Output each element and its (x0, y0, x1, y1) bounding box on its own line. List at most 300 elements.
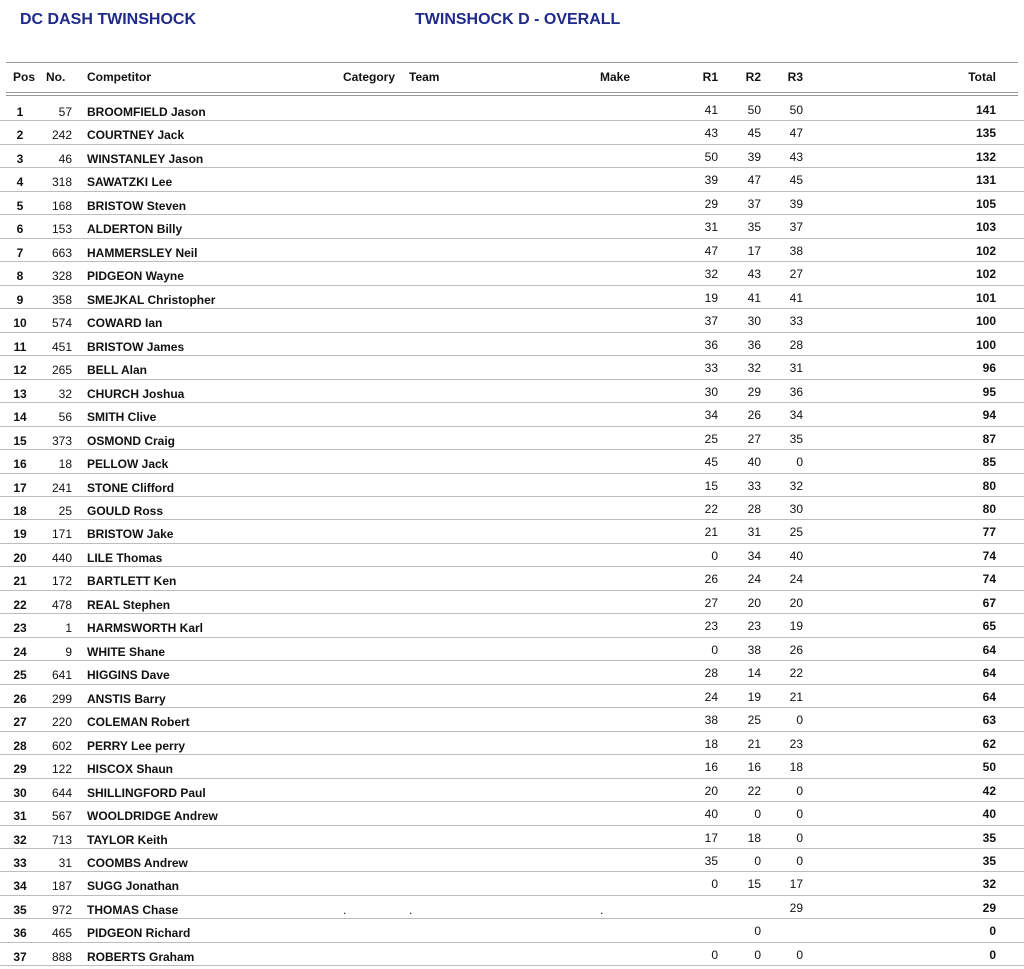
table-row (0, 520, 1024, 543)
table-row (0, 145, 1024, 168)
competitor-name-cell: SMITH Clive (87, 410, 157, 425)
total-score-cell: 102 (975, 243, 996, 258)
total-score-cell: 100 (975, 314, 996, 329)
round2-score-cell: 0 (754, 807, 761, 822)
round2-score-cell: 0 (754, 854, 761, 868)
round3-score-cell: 0 (796, 947, 803, 962)
table-row (0, 286, 1024, 309)
position-cell: 19 (13, 527, 27, 542)
rider-number-cell: 644 (51, 785, 72, 800)
competitor-name-cell: COURTNEY Jack (87, 128, 185, 143)
rider-number-cell: 171 (51, 527, 72, 542)
round1-score-cell: 43 (704, 126, 718, 141)
total-score-cell: 64 (982, 642, 996, 657)
round2-score-cell: 20 (747, 595, 761, 610)
table-row (0, 779, 1024, 802)
round1-score-cell: 47 (704, 243, 718, 258)
header-r1: R1 (702, 70, 718, 84)
total-score-cell: 50 (982, 760, 996, 775)
competitor-name-cell: BRISTOW Jake (87, 527, 174, 542)
table-row (0, 732, 1024, 755)
top-divider (6, 62, 1018, 63)
table-row (0, 614, 1024, 637)
competitor-name-cell: WOOLDRIDGE Andrew (87, 809, 218, 824)
table-row (0, 215, 1024, 238)
table-row (0, 427, 1024, 450)
total-score-cell: 32 (982, 877, 996, 892)
total-score-cell: 103 (975, 220, 996, 235)
competitor-name-cell: PIDGEON Wayne (87, 269, 184, 284)
round2-score-cell: 37 (747, 196, 761, 211)
competitor-name-cell: TAYLOR Keith (87, 832, 168, 847)
table-row (0, 685, 1024, 708)
round2-score-cell: 19 (747, 689, 761, 704)
round3-score-cell: 50 (789, 103, 803, 117)
position-cell: 21 (13, 574, 27, 589)
round2-score-cell: 27 (747, 431, 761, 446)
rider-number-cell: 465 (51, 926, 72, 941)
round2-score-cell: 18 (747, 830, 761, 845)
table-row (0, 919, 1024, 942)
position-cell: 25 (13, 668, 27, 683)
category-cell: . (343, 902, 347, 917)
position-cell: 27 (13, 715, 27, 730)
rider-number-cell: 373 (51, 433, 72, 448)
position-cell: 11 (13, 339, 27, 354)
total-score-cell: 132 (975, 149, 996, 164)
position-cell: 22 (13, 597, 27, 612)
table-header (0, 70, 1024, 88)
rider-number-cell: 25 (58, 503, 72, 518)
competitor-name-cell: BROOMFIELD Jason (87, 105, 206, 119)
round3-score-cell: 37 (789, 220, 803, 235)
position-cell: 20 (13, 550, 27, 565)
competitor-name-cell: HISCOX Shaun (87, 762, 174, 777)
rider-number-cell: 318 (51, 175, 72, 190)
rider-number-cell: 46 (58, 151, 72, 166)
rider-number-cell: 713 (51, 832, 72, 847)
rider-number-cell: 31 (58, 856, 72, 870)
position-cell: 1 (16, 105, 24, 119)
total-score-cell: 101 (975, 290, 996, 305)
round3-score-cell: 29 (789, 900, 803, 915)
header-competitor: Competitor (87, 70, 151, 84)
round2-score-cell: 24 (747, 572, 761, 587)
total-score-cell: 85 (982, 455, 996, 470)
round1-score-cell: 17 (704, 830, 718, 845)
table-row (0, 849, 1024, 872)
table-row (0, 802, 1024, 825)
position-cell: 28 (13, 738, 27, 753)
round3-score-cell: 26 (789, 642, 803, 657)
table-row (0, 333, 1024, 356)
class-title: TWINSHOCK D - OVERALL (415, 11, 621, 28)
total-score-cell: 94 (982, 408, 996, 423)
table-row (0, 380, 1024, 403)
position-cell: 7 (16, 245, 24, 260)
round1-score-cell: 24 (704, 689, 718, 704)
position-cell: 24 (13, 644, 27, 659)
round3-score-cell: 20 (789, 595, 803, 610)
round1-score-cell: 0 (711, 947, 718, 962)
round2-score-cell: 36 (747, 337, 761, 352)
competitor-name-cell: PELLOW Jack (87, 457, 169, 472)
round1-score-cell: 28 (704, 666, 718, 681)
round1-score-cell: 27 (704, 595, 718, 610)
position-cell: 12 (13, 363, 27, 378)
table-row (0, 98, 1024, 121)
position-cell: 4 (16, 175, 24, 190)
total-score-cell: 0 (989, 947, 996, 962)
rider-number-cell: 574 (51, 316, 72, 331)
table-row (0, 544, 1024, 567)
table-row (0, 755, 1024, 778)
table-row (0, 708, 1024, 731)
position-cell: 33 (13, 856, 27, 870)
rider-number-cell: 187 (51, 879, 72, 894)
table-row (0, 403, 1024, 426)
header-r3: R3 (787, 70, 803, 84)
total-score-cell: 35 (982, 854, 996, 868)
round2-score-cell: 39 (747, 149, 761, 164)
round3-score-cell: 0 (796, 713, 803, 728)
round3-score-cell: 17 (789, 877, 803, 892)
competitor-name-cell: HARMSWORTH Karl (87, 621, 203, 636)
round2-score-cell: 23 (747, 619, 761, 634)
total-score-cell: 141 (975, 103, 996, 117)
competitor-name-cell: HIGGINS Dave (87, 668, 170, 683)
round1-score-cell: 26 (704, 572, 718, 587)
round1-score-cell: 36 (704, 337, 718, 352)
rider-number-cell: 9 (65, 644, 72, 659)
round1-score-cell: 18 (704, 736, 718, 751)
table-row (0, 591, 1024, 614)
round1-score-cell: 38 (704, 713, 718, 728)
round1-score-cell: 29 (704, 196, 718, 211)
round2-score-cell: 50 (747, 103, 761, 117)
rider-number-cell: 153 (51, 222, 72, 237)
total-score-cell: 80 (982, 501, 996, 516)
total-score-cell: 65 (982, 619, 996, 634)
round2-score-cell: 31 (747, 525, 761, 540)
round1-score-cell: 34 (704, 408, 718, 423)
round1-score-cell: 50 (704, 149, 718, 164)
rider-number-cell: 641 (51, 668, 72, 683)
round2-score-cell: 22 (747, 783, 761, 798)
round1-score-cell: 37 (704, 314, 718, 329)
round3-score-cell: 47 (789, 126, 803, 141)
round3-score-cell: 40 (789, 548, 803, 563)
competitor-name-cell: WHITE Shane (87, 644, 166, 659)
round3-score-cell: 34 (789, 408, 803, 423)
round2-score-cell: 41 (747, 290, 761, 305)
position-cell: 6 (16, 222, 24, 237)
total-score-cell: 100 (975, 337, 996, 352)
rider-number-cell: 168 (51, 198, 72, 213)
round2-score-cell: 43 (747, 267, 761, 282)
table-row (0, 896, 1024, 919)
round1-score-cell: 20 (704, 783, 718, 798)
round2-score-cell: 32 (747, 361, 761, 376)
rider-number-cell: 451 (51, 339, 72, 354)
rider-number-cell: 888 (51, 949, 72, 964)
round3-score-cell: 22 (789, 666, 803, 681)
competitor-name-cell: ALDERTON Billy (87, 222, 183, 237)
competitor-name-cell: ROBERTS Graham (87, 949, 195, 964)
position-cell: 35 (13, 902, 27, 917)
position-cell: 23 (13, 621, 27, 636)
table-row (0, 872, 1024, 895)
rider-number-cell: 18 (58, 457, 72, 472)
competitor-name-cell: COOMBS Andrew (87, 856, 188, 870)
competitor-name-cell: GOULD Ross (87, 503, 164, 518)
table-row (0, 239, 1024, 262)
round2-score-cell: 25 (747, 713, 761, 728)
rider-number-cell: 242 (51, 128, 72, 143)
competitor-name-cell: SMEJKAL Christopher (87, 292, 216, 307)
rider-number-cell: 358 (51, 292, 72, 307)
total-score-cell: 29 (982, 900, 996, 915)
round2-score-cell: 40 (747, 455, 761, 470)
total-score-cell: 63 (982, 713, 996, 728)
position-cell: 32 (13, 832, 27, 847)
round2-score-cell: 34 (747, 548, 761, 563)
table-row (0, 450, 1024, 473)
round3-score-cell: 32 (789, 478, 803, 493)
total-score-cell: 96 (982, 361, 996, 376)
rider-number-cell: 57 (58, 105, 72, 119)
round2-score-cell: 38 (747, 642, 761, 657)
round1-score-cell: 0 (711, 548, 718, 563)
competitor-name-cell: SHILLINGFORD Paul (87, 785, 206, 800)
header-pos: Pos (13, 70, 36, 84)
round3-score-cell: 0 (796, 783, 803, 798)
header-make: Make (600, 70, 631, 84)
header-total: Total (968, 70, 996, 84)
round3-score-cell: 27 (789, 267, 803, 282)
round2-score-cell: 14 (747, 666, 761, 681)
competitor-name-cell: BARTLETT Ken (87, 574, 177, 589)
competitor-name-cell: COWARD Ian (87, 316, 163, 331)
round2-score-cell: 28 (747, 501, 761, 516)
position-cell: 14 (13, 410, 27, 425)
round3-score-cell: 24 (789, 572, 803, 587)
rider-number-cell: 32 (58, 386, 72, 401)
position-cell: 34 (13, 879, 27, 894)
round1-score-cell: 31 (704, 220, 718, 235)
competitor-name-cell: STONE Clifford (87, 480, 175, 495)
round1-score-cell: 16 (704, 760, 718, 775)
position-cell: 37 (13, 949, 27, 964)
total-score-cell: 64 (982, 689, 996, 704)
round2-score-cell: 0 (754, 924, 761, 939)
position-cell: 18 (13, 503, 27, 518)
total-score-cell: 87 (982, 431, 996, 446)
table-row (0, 661, 1024, 684)
round2-score-cell: 15 (747, 877, 761, 892)
total-score-cell: 135 (975, 126, 996, 141)
table-row (0, 638, 1024, 661)
competitor-name-cell: REAL Stephen (87, 597, 171, 612)
round3-score-cell: 0 (796, 807, 803, 822)
competitor-name-cell: BELL Alan (87, 363, 148, 378)
round3-score-cell: 23 (789, 736, 803, 751)
competitor-name-cell: SUGG Jonathan (87, 879, 180, 894)
total-score-cell: 67 (982, 595, 996, 610)
round2-score-cell: 47 (747, 173, 761, 188)
table-row (0, 356, 1024, 379)
rider-number-cell: 265 (51, 363, 72, 378)
position-cell: 5 (16, 198, 24, 213)
total-score-cell: 42 (982, 783, 996, 798)
total-score-cell: 62 (982, 736, 996, 751)
round3-score-cell: 38 (789, 243, 803, 258)
team-cell: . (409, 902, 413, 917)
rider-number-cell: 602 (51, 738, 72, 753)
round1-score-cell: 41 (704, 103, 718, 117)
position-cell: 26 (13, 691, 27, 706)
event-title: DC DASH TWINSHOCK (20, 11, 196, 28)
round3-score-cell: 33 (789, 314, 803, 329)
make-cell: . (600, 902, 604, 917)
competitor-name-cell: WINSTANLEY Jason (87, 151, 204, 166)
position-cell: 29 (13, 762, 27, 777)
competitor-name-cell: SAWATZKI Lee (87, 175, 173, 190)
rider-number-cell: 328 (51, 269, 72, 284)
round3-score-cell: 43 (789, 149, 803, 164)
round2-score-cell: 45 (747, 126, 761, 141)
rider-number-cell: 56 (58, 410, 72, 425)
position-cell: 17 (13, 480, 27, 495)
round3-score-cell: 0 (796, 830, 803, 845)
round3-score-cell: 41 (789, 290, 803, 305)
total-score-cell: 74 (982, 572, 996, 587)
header-r2: R2 (745, 70, 761, 84)
round2-score-cell: 21 (747, 736, 761, 751)
rider-number-cell: 299 (51, 691, 72, 706)
rider-number-cell: 172 (51, 574, 72, 589)
round1-score-cell: 33 (704, 361, 718, 376)
total-score-cell: 95 (982, 384, 996, 399)
round3-score-cell: 30 (789, 501, 803, 516)
round2-score-cell: 33 (747, 478, 761, 493)
round1-score-cell: 23 (704, 619, 718, 634)
table-row (0, 309, 1024, 332)
round3-score-cell: 19 (789, 619, 803, 634)
header-category: Category (343, 70, 396, 84)
position-cell: 36 (13, 926, 27, 941)
header-divider-double (6, 95, 1018, 96)
position-cell: 9 (16, 292, 24, 307)
competitor-name-cell: PIDGEON Richard (87, 926, 191, 941)
round3-score-cell: 25 (789, 525, 803, 540)
rider-number-cell: 663 (51, 245, 72, 260)
round1-score-cell: 30 (704, 384, 718, 399)
competitor-name-cell: BRISTOW Steven (87, 198, 187, 213)
position-cell: 8 (16, 269, 24, 284)
position-cell: 13 (13, 386, 27, 401)
round3-score-cell: 0 (796, 455, 803, 470)
round1-score-cell: 35 (704, 854, 718, 868)
rider-number-cell: 567 (51, 809, 72, 824)
position-cell: 3 (16, 151, 24, 166)
round1-score-cell: 22 (704, 501, 718, 516)
header-no: No. (46, 70, 66, 84)
round2-score-cell: 17 (747, 243, 761, 258)
rider-number-cell: 440 (51, 550, 72, 565)
round1-score-cell: 19 (704, 290, 718, 305)
round2-score-cell: 26 (747, 408, 761, 423)
round2-score-cell: 35 (747, 220, 761, 235)
position-cell: 31 (13, 809, 27, 824)
round3-score-cell: 36 (789, 384, 803, 399)
competitor-name-cell: COLEMAN Robert (87, 715, 190, 730)
round2-score-cell: 0 (754, 947, 761, 962)
competitor-name-cell: LILE Thomas (87, 550, 163, 565)
round3-score-cell: 35 (789, 431, 803, 446)
round1-score-cell: 15 (704, 478, 718, 493)
round1-score-cell: 40 (704, 807, 718, 822)
round1-score-cell: 32 (704, 267, 718, 282)
competitor-name-cell: ANSTIS Barry (87, 691, 166, 706)
competitor-name-cell: PERRY Lee perry (87, 738, 186, 753)
position-cell: 15 (13, 433, 27, 448)
results-table (0, 98, 1024, 966)
rider-number-cell: 122 (51, 762, 72, 777)
rider-number-cell: 241 (51, 480, 72, 495)
table-row (0, 262, 1024, 285)
total-score-cell: 74 (982, 548, 996, 563)
table-row (0, 192, 1024, 215)
round1-score-cell: 25 (704, 431, 718, 446)
round1-score-cell: 0 (711, 877, 718, 892)
round3-score-cell: 21 (789, 689, 803, 704)
rider-number-cell: 972 (51, 902, 72, 917)
total-score-cell: 40 (982, 807, 996, 822)
total-score-cell: 105 (975, 196, 996, 211)
table-row (0, 567, 1024, 590)
competitor-name-cell: OSMOND Craig (87, 433, 176, 448)
table-row (0, 474, 1024, 497)
competitor-name-cell: BRISTOW James (87, 339, 185, 354)
rider-number-cell: 220 (51, 715, 72, 730)
competitor-name-cell: CHURCH Joshua (87, 386, 185, 401)
position-cell: 10 (13, 316, 27, 331)
total-score-cell: 64 (982, 666, 996, 681)
round2-score-cell: 30 (747, 314, 761, 329)
round1-score-cell: 39 (704, 173, 718, 188)
header-divider (6, 92, 1018, 93)
round3-score-cell: 28 (789, 337, 803, 352)
round3-score-cell: 31 (789, 361, 803, 376)
round1-score-cell: 21 (704, 525, 718, 540)
round1-score-cell: 45 (704, 455, 718, 470)
total-score-cell: 80 (982, 478, 996, 493)
round3-score-cell: 0 (796, 854, 803, 868)
table-row (0, 168, 1024, 191)
table-row (0, 121, 1024, 144)
table-row (0, 943, 1024, 966)
rider-number-cell: 1 (65, 621, 72, 636)
total-score-cell: 35 (982, 830, 996, 845)
round3-score-cell: 45 (789, 173, 803, 188)
round2-score-cell: 29 (747, 384, 761, 399)
header-team: Team (409, 70, 440, 84)
round2-score-cell: 16 (747, 760, 761, 775)
total-score-cell: 0 (989, 924, 996, 939)
competitor-name-cell: THOMAS Chase (87, 902, 179, 917)
table-row (0, 826, 1024, 849)
